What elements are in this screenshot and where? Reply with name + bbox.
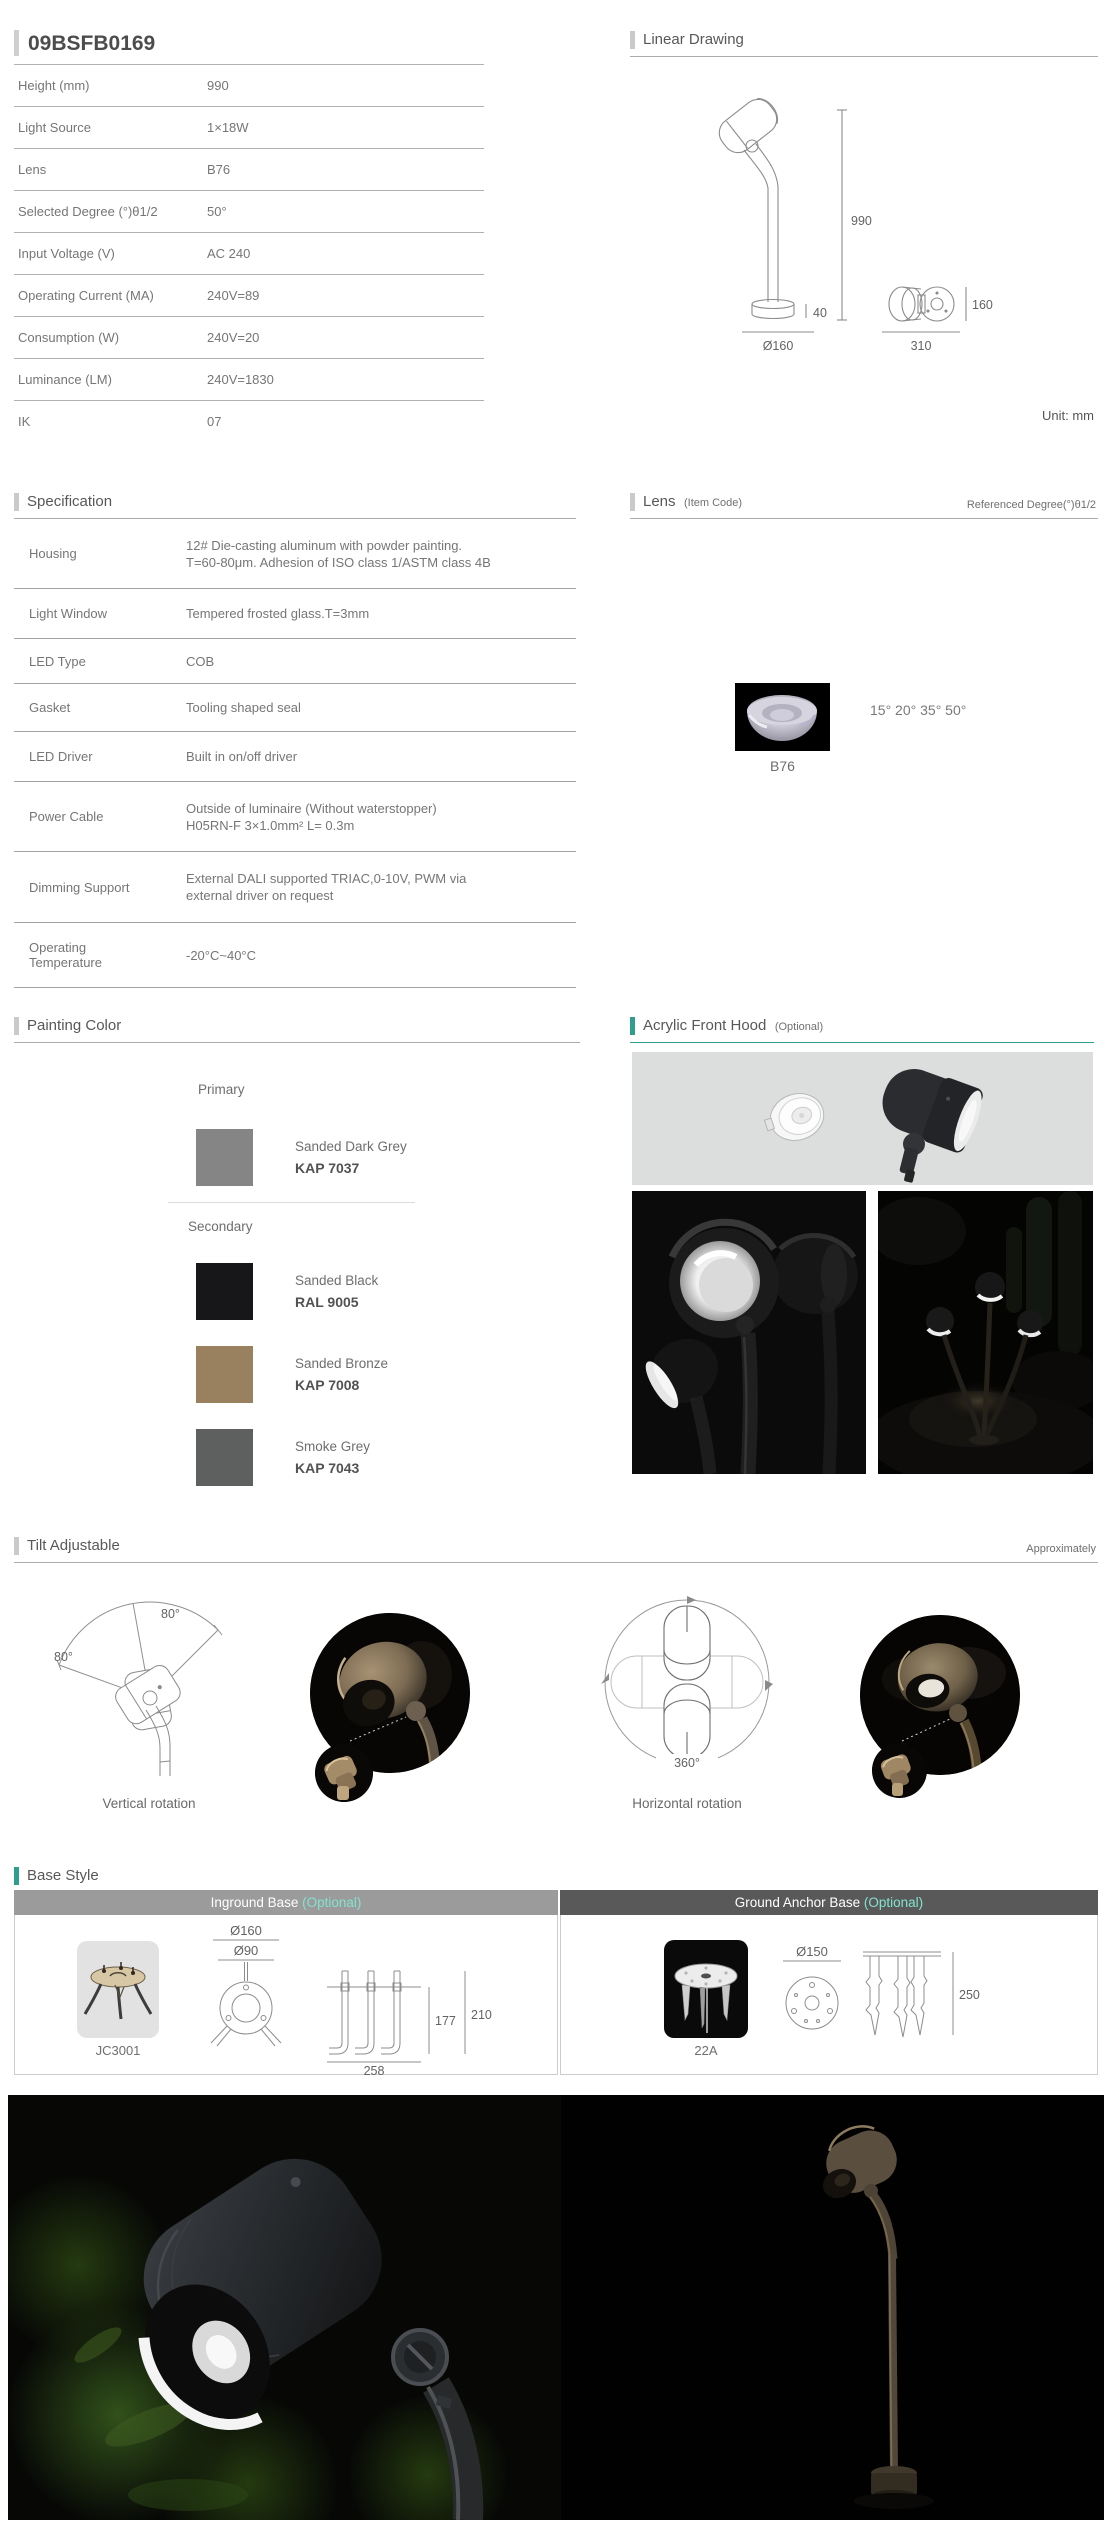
dim-dia: Ø150 (796, 1945, 828, 1959)
header-accent-bar (630, 493, 635, 511)
section-title: Painting Color (27, 1017, 122, 1034)
dim-depth-b: 210 (471, 2008, 492, 2022)
dim-depth: 250 (959, 1988, 980, 2002)
header-accent-bar (14, 493, 19, 511)
lens-item-code: B76 (770, 758, 795, 774)
row-label: LED Type (29, 653, 86, 669)
anchor-topview-drawing (781, 1945, 843, 2045)
row-label: Dimming Support (29, 879, 130, 895)
row-label: Operating Current (MA) (18, 288, 154, 303)
inground-topview-drawing (201, 1923, 291, 2063)
unit-note: Unit: mm (1042, 408, 1094, 423)
tilt-photo-vertical-inset (315, 1744, 373, 1802)
row-label: LED Driver (29, 749, 93, 764)
dim-dia-outer: Ø160 (230, 1923, 262, 1938)
header-accent-bar (630, 1017, 635, 1035)
row-value: AC 240 (207, 246, 251, 261)
row-label: Light Window (29, 606, 108, 621)
table-row (14, 107, 484, 149)
color-code: RAL 9005 (295, 1294, 359, 1310)
row-value: Outside of luminaire (Without waterstopper) H05RN-F 3×1.0mm² L= 0.3m (186, 800, 437, 833)
section-title: Tilt Adjustable (27, 1537, 120, 1554)
color-code: KAP 7043 (295, 1460, 360, 1476)
dim-base-diameter: Ø160 (762, 339, 794, 353)
hood-renders (632, 1052, 1093, 1185)
table-row (14, 852, 576, 923)
linear-drawing (630, 80, 1098, 390)
table-row (14, 233, 484, 275)
table-row (14, 149, 484, 191)
section-subtitle: (Optional) (774, 1021, 824, 1033)
color-swatch (196, 1346, 253, 1403)
dim-width: 258 (363, 2064, 385, 2077)
angle-horizontal: 360° (674, 1756, 700, 1770)
table-row (14, 519, 576, 589)
table-row (14, 401, 484, 442)
header-accent-bar (630, 31, 635, 49)
color-name: Sanded Dark Grey (295, 1139, 407, 1154)
table-row (14, 65, 484, 107)
header-accent-bar (14, 1867, 19, 1885)
row-value: 1×18W (207, 120, 249, 135)
row-label: Luminance (LM) (18, 372, 112, 387)
table-row (14, 782, 576, 852)
row-label: Selected Degree (°)θ1/2 (18, 204, 158, 219)
row-value: External DALI supported TRIAC,0-10V, PWM via external driver on request (186, 871, 467, 903)
row-label: Light Source (18, 120, 91, 135)
color-name: Sanded Black (295, 1273, 379, 1288)
hood-render-panel (632, 1052, 1093, 1185)
color-info (295, 1273, 378, 1310)
lens-degrees: 15° 20° 35° 50° (870, 702, 967, 718)
section-title: Base Style (27, 1867, 99, 1884)
lens-render (735, 683, 830, 751)
bar-optional: (Optional) (863, 1895, 924, 1910)
product-code-header (14, 28, 484, 65)
header-accent-bar (14, 1017, 19, 1035)
linear-drawing-section (630, 28, 1098, 428)
color-swatch (196, 1429, 253, 1486)
hood-photo-closeup (632, 1191, 866, 1474)
row-label: Gasket (29, 700, 71, 715)
row-value: Tooling shaped seal (186, 700, 301, 715)
table-row (14, 191, 484, 233)
color-swatch (196, 1129, 253, 1186)
color-info (295, 1139, 407, 1176)
row-label: Height (mm) (18, 78, 90, 93)
linear-drawing-header (630, 28, 1098, 57)
acrylic-front-hood-header (630, 1014, 1094, 1043)
inground-base-photo (77, 1941, 159, 2038)
row-label: Input Voltage (V) (18, 246, 115, 261)
color-code: KAP 7008 (295, 1377, 360, 1393)
angle-vertical-a: 80° (161, 1607, 180, 1621)
specification-table (14, 519, 576, 988)
inground-item-code: JC3001 (95, 2043, 141, 2058)
row-label: Housing (29, 546, 77, 561)
row-value: 50° (207, 204, 227, 219)
vertical-rotation-diagram (54, 1596, 244, 1781)
color-info (295, 1439, 370, 1476)
row-label: Consumption (W) (18, 330, 120, 345)
lens-header (630, 490, 1098, 519)
inground-base-bar (14, 1890, 558, 1915)
tilt-adjustable-section (14, 1534, 1098, 1834)
inground-sideview-drawing (325, 1957, 500, 2077)
base-style-header (14, 1864, 1098, 1889)
row-value: 990 (207, 78, 229, 93)
header-accent-bar (14, 30, 19, 56)
lens-photo (735, 683, 830, 751)
row-value: B76 (207, 162, 231, 177)
vertical-rotation-label: Vertical rotation (102, 1796, 196, 1811)
divider (168, 1202, 415, 1203)
dim-head-diameter: 160 (972, 298, 993, 312)
product-photo-closeup (8, 2095, 561, 2520)
row-value: COB (186, 653, 215, 669)
table-row (14, 589, 576, 639)
approximately-note: Approximately (1026, 1543, 1096, 1555)
dim-depth-a: 177 (435, 2014, 456, 2028)
dim-base-thickness: 40 (813, 306, 827, 320)
row-value: 240V=89 (207, 288, 260, 303)
anchor-item-code: 22A (694, 2043, 718, 2058)
row-value: Built in on/off driver (186, 749, 298, 764)
row-label: Operating Temperature (29, 940, 102, 970)
row-value: -20°C~40°C (186, 947, 257, 963)
primary-group-label: Primary (198, 1082, 245, 1097)
row-value: 240V=1830 (207, 372, 274, 387)
table-row (14, 639, 576, 684)
specification-header (14, 490, 576, 519)
row-value: 240V=20 (207, 330, 260, 345)
color-name: Sanded Bronze (295, 1356, 389, 1371)
acrylic-disc-render (759, 1087, 829, 1149)
section-title: Acrylic Front Hood (643, 1017, 767, 1034)
table-row (14, 317, 484, 359)
row-label: Power Cable (29, 809, 104, 824)
acrylic-front-hood-section (630, 1014, 1094, 1479)
hood-photo-scene (878, 1191, 1093, 1474)
anchor-spikes-drawing (861, 1943, 981, 2045)
section-subtitle: (Item Code) (683, 497, 743, 509)
table-row (14, 732, 576, 782)
row-value: Tempered frosted glass.T=3mm (186, 606, 370, 621)
section-title: Linear Drawing (643, 31, 744, 48)
row-label: Lens (18, 162, 47, 177)
color-name: Smoke Grey (295, 1439, 371, 1454)
painting-color-section (14, 1014, 580, 1514)
product-photo-full (561, 2095, 1104, 2520)
horizontal-rotation-label: Horizontal rotation (632, 1796, 742, 1811)
inground-base-cell (14, 1915, 558, 2075)
secondary-group-label: Secondary (188, 1219, 253, 1234)
row-value: 12# Die-casting aluminum with powder painting. T=60-80μm. Adhesion of ISO class 1/ASTM class 4B (186, 537, 491, 570)
quick-spec-table (14, 65, 484, 442)
spotlight-head-render (873, 1059, 987, 1183)
table-row (14, 684, 576, 732)
tilt-photo-horizontal-inset (872, 1743, 927, 1798)
bar-optional: (Optional) (302, 1895, 362, 1910)
lens-section (630, 490, 1098, 810)
dim-head-length: 310 (910, 339, 932, 353)
bar-title: Ground Anchor Base (734, 1895, 861, 1910)
tilt-adjustable-header (14, 1534, 1098, 1563)
product-code: 09BSFB0169 (28, 32, 156, 55)
ground-anchor-cell (560, 1915, 1098, 2075)
section-title: Lens (643, 493, 676, 510)
base-style-section (14, 1864, 1098, 2076)
dim-pole-height: 990 (851, 214, 872, 228)
color-swatch (196, 1263, 253, 1320)
ground-anchor-photo (664, 1940, 748, 2038)
bar-title: Inground Base (210, 1895, 299, 1910)
color-code: KAP 7037 (295, 1160, 360, 1176)
quick-spec-section (14, 28, 484, 442)
table-row (14, 923, 576, 988)
referenced-degree-note: Referenced Degree(°)θ1/2 (966, 499, 1096, 511)
header-accent-bar (14, 1537, 19, 1555)
color-info (295, 1356, 388, 1393)
horizontal-rotation-diagram (592, 1592, 782, 1782)
painting-color-header (14, 1014, 580, 1043)
dim-dia-inner: Ø90 (233, 1943, 259, 1958)
specification-section (14, 490, 576, 988)
product-photos (8, 2095, 1104, 2520)
section-title: Specification (27, 493, 113, 510)
ground-anchor-base-bar (560, 1890, 1098, 1915)
row-value: 07 (207, 414, 222, 429)
angle-vertical-b: 80° (54, 1650, 73, 1664)
table-row (14, 359, 484, 401)
table-row (14, 275, 484, 317)
row-label: IK (18, 414, 31, 429)
